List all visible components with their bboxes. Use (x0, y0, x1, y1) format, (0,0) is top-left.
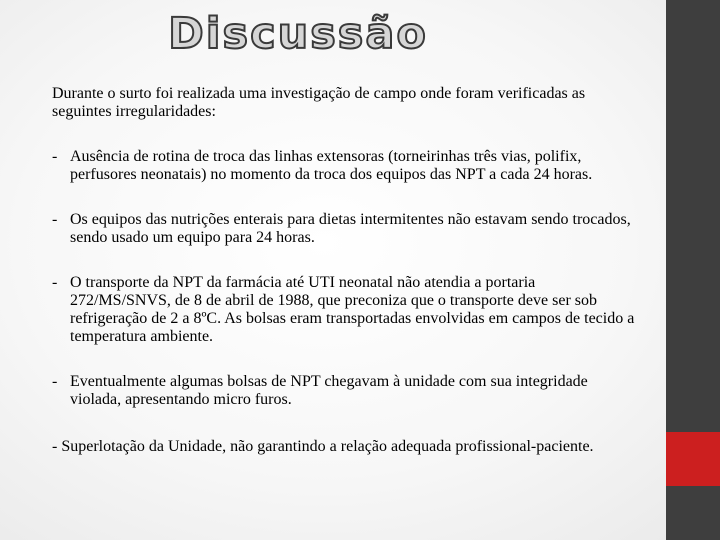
list-item-text: Ausência de rotina de troca das linhas extensoras (torneirinhas três vias, polifix, perfusores neonatais) no momento da troca dos equipos das NPT a cada 24 horas. (70, 148, 593, 183)
list-item-text: Eventualmente algumas bolsas de NPT chegavam à unidade com sua integridade violada, apresentando micro furos. (70, 373, 588, 408)
bullet-marker: - (52, 274, 58, 291)
list-item-text: O transporte da NPT da farmácia até UTI neonatal não atendia a portaria 272/MS/SNVS, de 8 de abril de 1988, que preconiza que o transporte deve ser sob refrigeração de 2 a 8ºC. As bolsas eram transportadas envolvidas em campos de tecido a temperatura ambiente. (70, 274, 635, 345)
slide-body (52, 85, 637, 456)
list-item (52, 211, 637, 247)
slide-title: Discussão (168, 9, 428, 59)
sidebar-accent-block (666, 432, 720, 486)
intro-paragraph: Durante o surto foi realizada uma investigação de campo onde foram verificadas as seguintes irregularidades: (52, 85, 586, 120)
list-item (52, 274, 637, 346)
list-item-text: Os equipos das nutrições enterais para dietas intermitentes não estavam sendo trocados, sendo usado um equipo para 24 horas. (70, 211, 631, 246)
bullet-marker: - (52, 148, 58, 165)
list-item (52, 148, 637, 184)
closing-paragraph: - Superlotação da Unidade, não garantindo a relação adequada profissional-paciente. (52, 438, 594, 455)
list-item (52, 373, 637, 409)
bullet-marker: - (52, 211, 58, 228)
bullet-marker: - (52, 373, 58, 390)
